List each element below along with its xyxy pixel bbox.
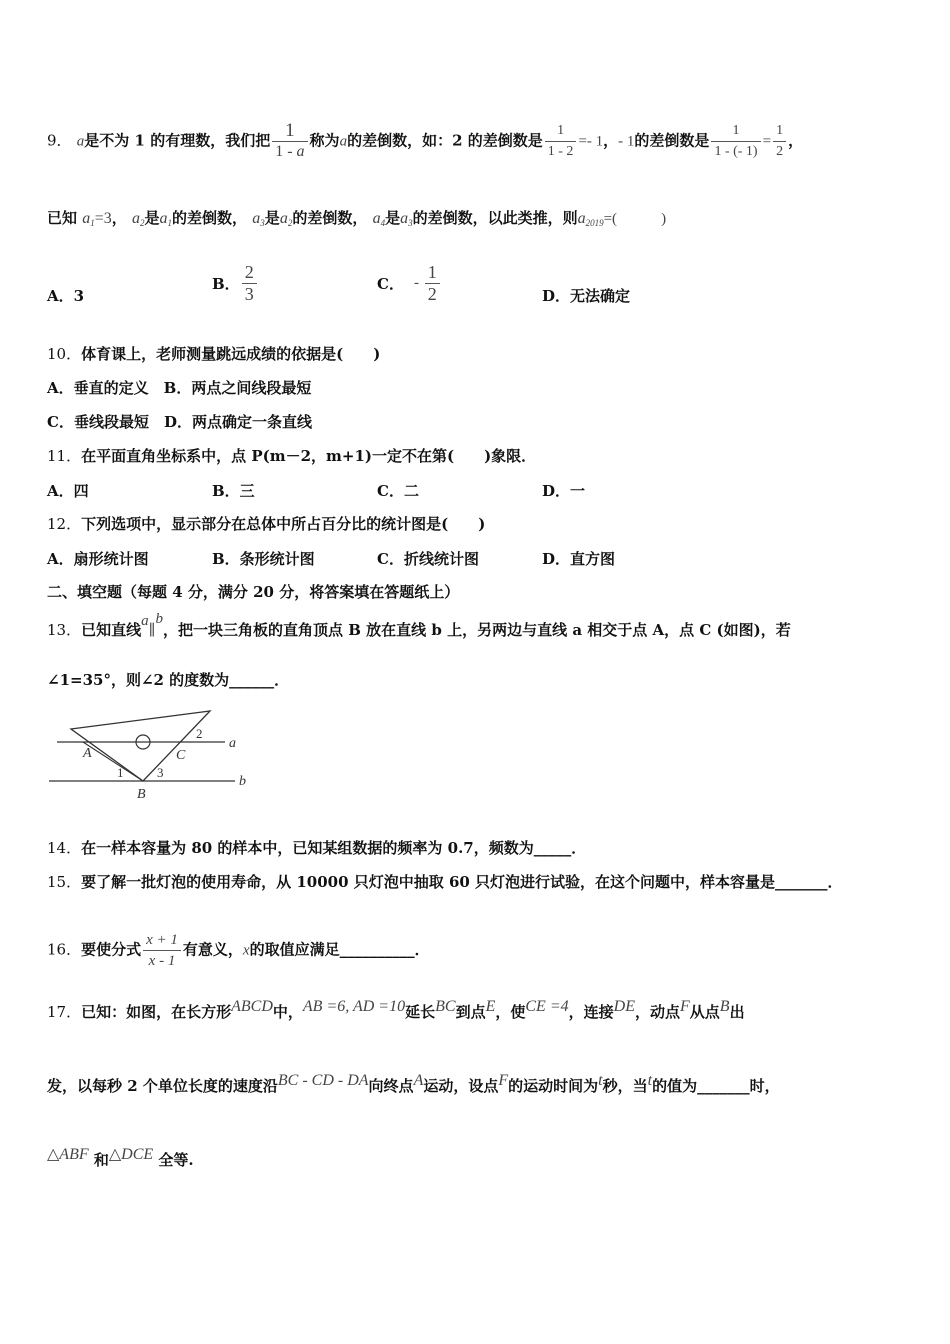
q9-a2b-letter: a [279, 210, 288, 227]
q9-a3b-sub: 3 [408, 218, 413, 228]
q17-text-8: 从点 [689, 1003, 720, 1021]
q11-option-d[interactable]: D．一 [542, 482, 586, 500]
q17-text-9: 出 [729, 1003, 745, 1021]
q17-a: A [413, 1072, 424, 1089]
q10-options-ab[interactable]: A．垂直的定义 B．两点之间线段最短 [47, 379, 312, 397]
q15-text: 要了解一批灯泡的使用寿命，从 10000 只灯泡中抽取 60 只灯泡进行试验，在这个问题中，样本容量是_______． [81, 873, 843, 891]
q16-text-2: 有意义， [182, 940, 243, 959]
q13-parallel: ∥ [148, 623, 156, 639]
q9-number: 9． [47, 131, 72, 150]
q9-option-c-neg: - [413, 275, 423, 291]
q9-a3 [252, 210, 265, 227]
q13-line1 [47, 611, 910, 641]
q17-line1 [47, 998, 910, 1023]
q17-l2-text-5: 秒，当 [602, 1077, 648, 1095]
q9-ex1-eq: =- 1 [578, 133, 604, 150]
q9-a4-letter: a [372, 210, 381, 227]
section-2-heading: 二、填空题（每题 4 分，满分 20 分，将答案填在答题纸上） [47, 583, 460, 601]
q9-example2-fraction [711, 121, 760, 162]
q13-line2: ∠1=35°，则∠2 的度数为______． [47, 671, 290, 689]
q9-diff-2: 的差倒数， [292, 209, 368, 227]
q16-text-3: 的取值应满足__________． [249, 940, 430, 959]
q9-option-b-den: 3 [242, 283, 257, 305]
q9-a1b-letter: a [159, 210, 168, 227]
q17-ce: CE =4 [525, 998, 569, 1015]
q10-stem [47, 344, 910, 364]
q10-number: 10． [47, 345, 82, 363]
q11-option-b[interactable]: B．三 [212, 482, 255, 500]
q9-a1-eq: =3 [94, 210, 112, 227]
q13-text-1: 已知直线 [81, 621, 142, 639]
q16-text-1: 要使分式 [81, 940, 142, 959]
q10-text: 体育课上，老师测量跳远成绩的依据是( ) [81, 345, 381, 363]
q9-option-c-fraction [425, 262, 440, 305]
q9-a2-sub: 2 [140, 218, 145, 228]
q17-f-2: F [498, 1072, 509, 1089]
q9-example2-result [773, 121, 786, 162]
q12-text: 下列选项中，显示部分在总体中所占百分比的统计图是( ) [81, 515, 486, 533]
q9-var-a-2: a [339, 133, 348, 150]
q17-text-6: ，连接 [568, 1003, 614, 1021]
q17-text-1: 已知：如图，在长方形 [81, 1003, 232, 1021]
q9-a4 [373, 210, 386, 227]
q13-text-2: ，把一块三角板的直角顶点 B 放在直线 b 上，另两边与直线 a 相交于点 A，点 C (如图)，若 [163, 621, 791, 639]
q9-a2019-sub: 2019 [585, 218, 604, 228]
q9-ex1-den: 1 - 2 [545, 141, 577, 162]
q9-ex2-res-num: 1 [776, 123, 784, 138]
q13-figure [45, 705, 260, 803]
q9-is-2: 是 [264, 209, 280, 227]
q9-line2 [47, 208, 910, 233]
q17-line2 [47, 1072, 910, 1097]
q16-var-x: x [242, 942, 250, 959]
q12-stem [47, 514, 910, 534]
q9-def-fraction [272, 121, 307, 162]
q9-a3b-letter: a [400, 210, 409, 227]
fig-label-a: a [229, 736, 236, 751]
q17-triangle-dce: △DCE [108, 1146, 154, 1163]
fig-label-2: 2 [196, 726, 203, 741]
q9-ex2-den: 1 - (- 1) [711, 141, 760, 162]
q9-text-2: 的有理数，我们把 [150, 131, 271, 150]
q14-number: 14． [47, 839, 82, 857]
q11-text: 在平面直角坐标系中，点 P(m－2，m+1)一定不在第( )象限． [81, 447, 537, 465]
q9-a1 [82, 210, 95, 227]
q16-number: 16． [47, 940, 82, 959]
q11-number: 11． [47, 447, 82, 465]
q11-option-a[interactable]: A．四 [47, 482, 89, 500]
q16-frac-num: x + 1 [146, 932, 178, 948]
q12-number: 12． [47, 515, 82, 533]
q13-line-a: a [141, 613, 149, 629]
q9-def-frac-num: 1 [285, 120, 295, 141]
q17-abcd: ABCD [231, 998, 273, 1015]
q17-t: t [598, 1072, 603, 1089]
q9-ex2-res-den: 2 [773, 141, 786, 162]
q17-text-3: 延长 [405, 1003, 436, 1021]
q9-is-1: 是 [144, 209, 160, 227]
q9-a3b [400, 210, 413, 227]
q17-de: DE [613, 998, 635, 1015]
q9-var-a: a [76, 133, 85, 150]
fig-inner-edge [83, 742, 143, 781]
q14-text: 在一样本容量为 80 的样本中，已知某组数据的频率为 0.7，频数为_____． [81, 839, 587, 857]
q9-option-b-label: B． [212, 275, 240, 293]
q13-line-b: b [155, 611, 164, 627]
q17-and: 和 [93, 1151, 109, 1169]
fig-triangle [71, 711, 210, 781]
q9-def-frac-den-a: a [296, 143, 305, 160]
q17-l2-text-1: 发，以每秒 2 个单位长度的速度沿 [47, 1077, 278, 1095]
q17-number: 17． [47, 1003, 82, 1021]
fig-label-1: 1 [117, 765, 124, 780]
q9-a1-sub: 1 [90, 218, 95, 228]
q9-example1-fraction [545, 121, 577, 162]
q17-line3 [47, 1146, 910, 1171]
q17-t-2: t [647, 1072, 653, 1089]
q9-neg1: - 1 [618, 133, 635, 150]
q10-options-cd[interactable]: C．垂线段最短 D．两点确定一条直线 [47, 413, 312, 431]
q9-a2-letter: a [132, 210, 141, 227]
fig-label-b: b [239, 774, 246, 789]
q9-paren-close: ) [661, 211, 667, 227]
q12-option-d[interactable]: D．直方图 [542, 550, 616, 568]
q9-option-c-num: 1 [427, 262, 437, 282]
q11-option-c[interactable]: C．二 [377, 482, 419, 500]
q17-e: E [485, 998, 496, 1015]
q17-text-7: ，动点 [634, 1003, 680, 1021]
q9-comma: ， [603, 131, 619, 150]
q9-option-c-den: 2 [425, 283, 440, 305]
q17-l3-text: 全等. [158, 1151, 194, 1169]
q9-text-6: 的差倒数是 [634, 131, 710, 150]
q9-a2b [280, 210, 293, 227]
q9-a3-letter: a [252, 210, 261, 227]
q9-ex2-eq: = [762, 133, 772, 150]
fig-label-3: 3 [157, 765, 164, 780]
q9-option-c-label: C． [377, 275, 404, 293]
q9-line1 [47, 121, 910, 162]
q9-tail: 的差倒数，以此类推，则 [412, 209, 578, 227]
q9-ex1-num: 1 [557, 123, 565, 138]
q17-text-4: 到点 [455, 1003, 486, 1021]
q9-two: 2 [452, 131, 463, 150]
q17-b: B [719, 998, 730, 1015]
q12-option-a[interactable]: A．扇形统计图 [47, 550, 149, 568]
q9-def-frac-den-text: 1 - [275, 143, 297, 160]
q17-triangle-abf: △ABF [47, 1146, 89, 1163]
fig-label-B: B [137, 787, 146, 802]
q9-option-b[interactable] [212, 262, 259, 305]
q9-a1-letter: a [82, 210, 91, 227]
q17-condition: AB =6, AD =10 [302, 998, 406, 1015]
q15-number: 15． [47, 873, 82, 891]
q11-stem [47, 446, 910, 466]
q9-text-3: 称为 [309, 131, 340, 150]
q9-comma-2: ， [788, 131, 804, 150]
q9-a1b-sub: 1 [167, 218, 173, 228]
q9-def-frac-den [272, 141, 307, 162]
q9-a2b-sub: 2 [287, 218, 293, 228]
q9-known: 已知 [47, 209, 78, 227]
q9-a4-sub: 4 [380, 218, 386, 228]
q9-a1b [160, 210, 173, 227]
q12-option-b[interactable]: B．条形统计图 [212, 550, 315, 568]
fig-label-A: A [83, 746, 92, 761]
q9-option-a[interactable]: A．3 [47, 287, 85, 305]
q17-f: F [679, 998, 690, 1015]
q16-fraction [143, 930, 181, 971]
q17-text-5: ，使 [495, 1003, 526, 1021]
q9-diff-1: 的差倒数， [172, 209, 248, 227]
q9-a2019-letter: a [577, 210, 586, 227]
q17-bc: BC [435, 998, 456, 1015]
q9-option-b-num: 2 [244, 262, 254, 282]
q9-comma-3: ， [111, 209, 127, 227]
q9-a3-sub: 3 [260, 218, 265, 228]
q17-l2-text-2: 向终点 [368, 1077, 414, 1095]
q17-l2-text-6: 的值为_______时， [652, 1077, 780, 1095]
q9-text-1: 是不为 [84, 131, 130, 150]
q9-one: 1 [134, 131, 145, 150]
q9-a2 [132, 210, 145, 227]
q16-stem [47, 930, 910, 971]
q9-a2019 [578, 210, 604, 227]
q12-option-c[interactable]: C．折线统计图 [377, 550, 479, 568]
q9-text-4: 的差倒数，如： [347, 131, 453, 150]
q16-frac-den: x - 1 [143, 950, 181, 971]
q9-option-d[interactable]: D．无法确定 [542, 287, 631, 305]
q9-a2019-eq: =( [603, 211, 618, 227]
q17-path: BC - CD - DA [277, 1072, 369, 1089]
q17-text-2: 中， [272, 1003, 303, 1021]
q17-l2-text-4: 的运动时间为 [508, 1077, 599, 1095]
q13-number: 13． [47, 621, 82, 639]
q14-stem [47, 838, 910, 858]
q9-option-b-fraction [242, 262, 257, 305]
fig-label-C: C [176, 748, 186, 763]
q17-l2-text-3: 运动，设点 [423, 1077, 499, 1095]
q9-text-5: 的差倒数是 [467, 131, 543, 150]
q9-is-3: 是 [385, 209, 401, 227]
q15-stem [47, 872, 910, 892]
q9-option-c[interactable] [377, 262, 442, 305]
q9-ex2-num: 1 [732, 123, 740, 138]
